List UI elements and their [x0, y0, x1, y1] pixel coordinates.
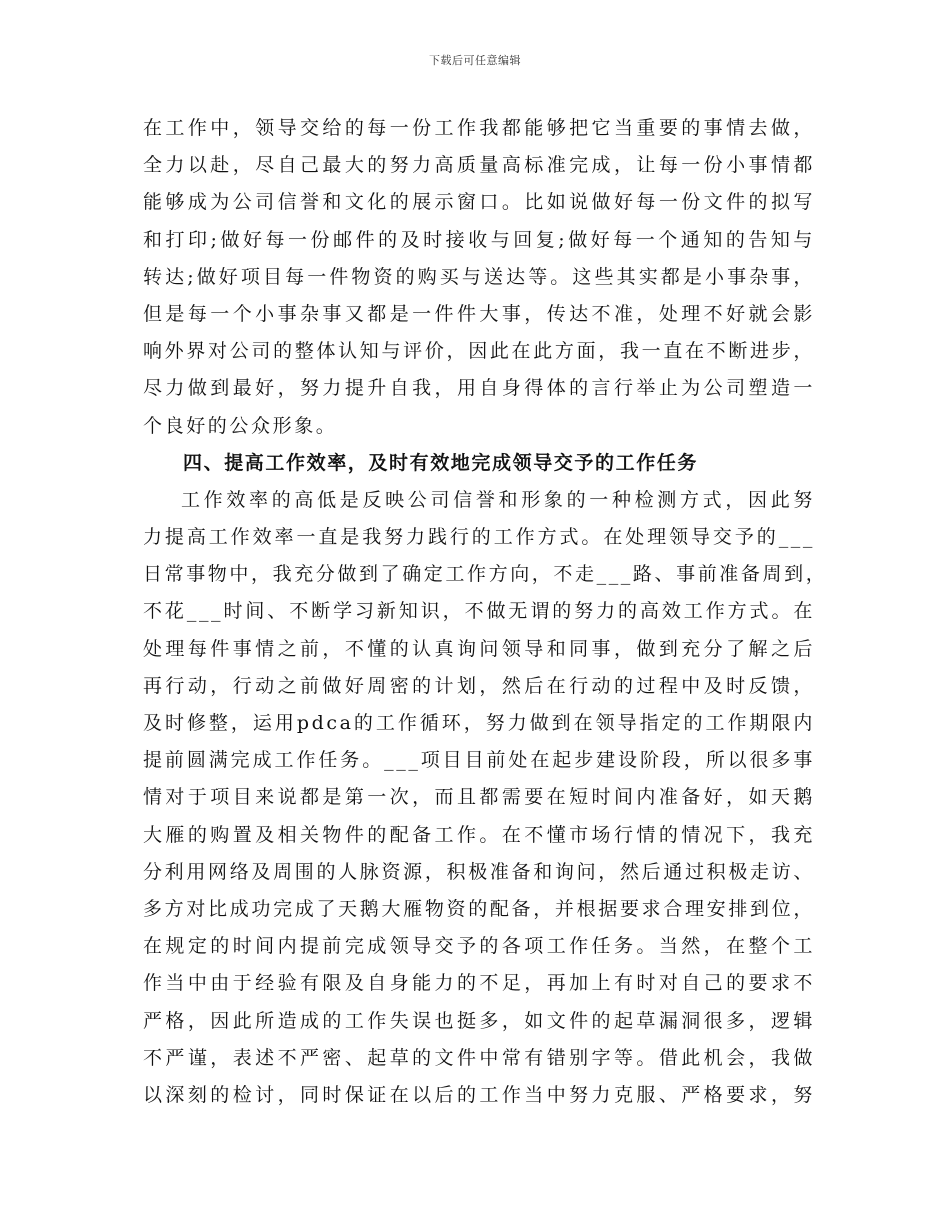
paragraph-1: [143, 110, 815, 445]
text-line: 分利用网络及周围的人脉资源，积极准备和询问，然后通过积极走访、: [143, 860, 815, 883]
text-line: 作当中由于经验有限及自身能力的不足，再加上有时对自己的要求不: [143, 972, 815, 995]
text-line: 严格，因此所造成的工作失误也挺多，如文件的起草漏洞很多，逻辑: [143, 1009, 815, 1032]
text-line: 在规定的时间内提前完成领导交予的各项工作任务。当然，在整个工: [143, 935, 815, 958]
paragraph-2: [143, 482, 828, 1114]
text-line: 个良好的公众形象。: [143, 414, 338, 437]
text-line: 日常事物中，我充分做到了确定工作方向，不走___路、事前准备周到，: [143, 563, 828, 586]
text-line: 处理每件事情之前，不懂的认真询问领导和同事，做到充分了解之后: [143, 637, 815, 660]
text-line: 但是每一个小事杂事又都是一件件大事，传达不准，处理不好就会影: [143, 302, 815, 325]
text-line: 工作效率的高低是反映公司信誉和形象的一种检测方式，因此努: [181, 488, 815, 511]
text-line: 转达;做好项目每一件物资的购买与送达等。这些其实都是小事杂事，: [143, 265, 815, 288]
text-line: 不花___时间、不断学习新知识，不做无谓的努力的高效工作方式。在: [143, 600, 815, 623]
page-header-note: 下载后可任意编辑: [429, 54, 521, 67]
text-line: 多方对比成功完成了天鹅大雁物资的配备，并根据要求合理安排到位，: [143, 897, 815, 920]
text-line: 以深刻的检讨，同时保证在以后的工作当中努力克服、严格要求，努: [143, 1083, 815, 1106]
text-line: 再行动，行动之前做好周密的计划，然后在行动的过程中及时反馈，: [143, 674, 815, 697]
text-line: 全力以赴，尽自己最大的努力高质量高标准完成，让每一份小事情都: [143, 154, 815, 177]
text-line: 及时修整，运用pdca的工作循环，努力做到在领导指定的工作期限内: [143, 712, 815, 734]
text-line: 在工作中，领导交给的每一份工作我都能够把它当重要的事情去做，: [143, 117, 815, 139]
text-line: 情对于项目来说都是第一次，而且都需要在短时间内准备好，如天鹅: [143, 786, 815, 809]
section-heading: 四、提高工作效率，及时有效地完成领导交予的工作任务: [183, 451, 699, 474]
text-line: 力提高工作效率一直是我努力践行的工作方式。在处理领导交予的___: [143, 526, 815, 549]
text-line: 响外界对公司的整体认知与评价，因此在此方面，我一直在不断进步，: [143, 340, 815, 363]
text-line: 和打印;做好每一份邮件的及时接收与回复;做好每一个通知的告知与: [143, 228, 815, 251]
text-line: 能够成为公司信誉和文化的展示窗口。比如说做好每一份文件的拟写: [143, 191, 815, 214]
text-line: 尽力做到最好，努力提升自我，用自身得体的言行举止为公司塑造一: [143, 377, 815, 400]
document-body: [143, 110, 828, 1114]
text-line: 提前圆满完成工作任务。___项目目前处在起步建设阶段，所以很多事: [143, 749, 815, 772]
text-line: 大雁的购置及相关物件的配备工作。在不懂市场行情的情况下，我充: [143, 823, 815, 846]
text-line: 不严谨，表述不严密、起草的文件中常有错别字等。借此机会，我做: [143, 1046, 815, 1069]
